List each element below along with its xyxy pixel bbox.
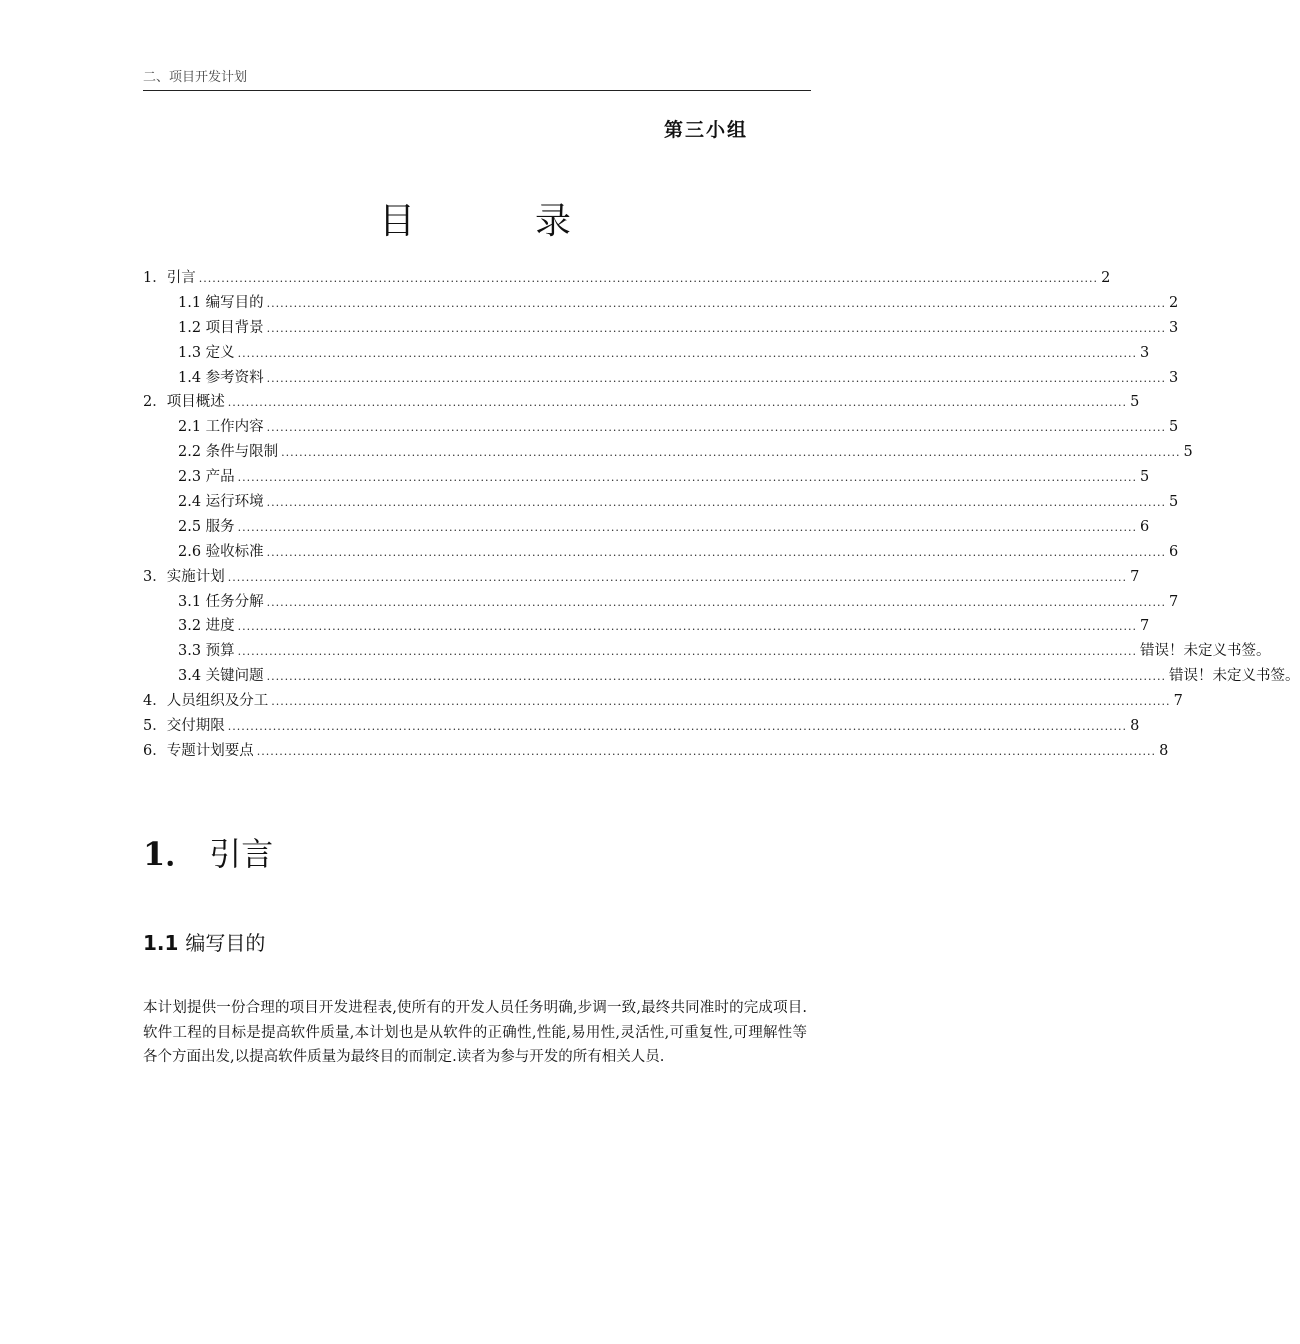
toc-entry[interactable]	[143, 390, 1140, 415]
toc-entry-page: 8	[1130, 718, 1140, 735]
toc-entry-label: 2.3 产品	[178, 469, 235, 486]
subsection-number: 1.1	[143, 931, 179, 955]
toc-entry[interactable]	[143, 366, 1179, 391]
section-title: 引言	[209, 835, 274, 873]
toc-entry[interactable]	[143, 614, 1150, 639]
toc-leader-dots: ........................................................................................................................................................................................................	[266, 421, 1166, 435]
toc-leader-dots: ........................................................................................................................................................................................................	[227, 720, 1128, 734]
toc-leader-dots: ........................................................................................................................................................................................................	[198, 272, 1099, 285]
toc-entry-label: 3．实施计划	[143, 568, 225, 585]
toc-entry-label: 5．交付期限	[143, 718, 225, 735]
header-text: 二、项目开发计划	[143, 70, 248, 85]
toc-entry[interactable]	[143, 266, 1111, 291]
toc-entry-label: 2.6 验收标准	[178, 543, 264, 560]
page-header	[143, 70, 811, 91]
subsection-title: 编写目的	[185, 931, 266, 955]
toc-title-char: 录	[535, 201, 572, 242]
body-paragraph: 本计划提供一份合理的项目开发进程表,使所有的开发人员任务明确,步调一致,最终共同准时的完成项目.软件工程的目标是提高软件质量,本计划也是从软件的正确性,性能,易用性,灵活性,可重复性,可理解性等各个方面出发,以提高软件质量为最终目的而制定.读者为参与开发的所有相关人员.	[143, 1000, 807, 1065]
toc-leader-dots: ........................................................................................................................................................................................................	[256, 744, 1157, 758]
toc-entry-page: 7	[1169, 593, 1179, 610]
toc-entry-page: 3	[1169, 369, 1179, 386]
toc-leader-dots: ........................................................................................................................................................................................................	[266, 595, 1166, 609]
toc-leader-dots: ........................................................................................................................................................................................................	[266, 670, 1166, 684]
toc-entry-page: 3	[1169, 319, 1179, 336]
toc-entry-page: 6	[1169, 543, 1179, 560]
toc-leader-dots: ........................................................................................................................................................................................................	[237, 471, 1137, 485]
toc-entry-page: 7	[1173, 693, 1183, 710]
toc-entry-label: 1．引言	[143, 270, 196, 286]
toc-leader-dots: ........................................................................................................................................................................................................	[266, 321, 1166, 335]
toc-entry-page: 7	[1130, 568, 1140, 585]
toc-entry-page: 5	[1183, 444, 1193, 461]
toc-entry-page: 7	[1140, 618, 1150, 635]
toc-entry-page: 5	[1169, 419, 1179, 436]
toc-entry[interactable]	[143, 465, 1150, 490]
toc-entry-page: 5	[1140, 469, 1150, 486]
toc-entry-label: 1.1 编写目的	[178, 294, 264, 311]
toc-leader-dots: ........................................................................................................................................................................................................	[227, 396, 1128, 410]
toc-leader-dots: ........................................................................................................................................................................................................	[237, 346, 1137, 360]
toc-entry[interactable]	[143, 490, 1179, 515]
toc-entry-label: 2.1 工作内容	[178, 419, 264, 436]
toc-entry-page: 2	[1101, 270, 1111, 286]
toc-leader-dots: ........................................................................................................................................................................................................	[227, 570, 1128, 584]
toc-entry-page: 错误！未定义书签。	[1169, 668, 1300, 685]
toc-entry[interactable]	[143, 689, 1183, 714]
toc-leader-dots: ........................................................................................................................................................................................................	[237, 520, 1137, 534]
table-of-contents	[143, 266, 1300, 764]
toc-entry[interactable]	[143, 415, 1179, 440]
toc-entry-label: 3.2 进度	[178, 618, 235, 635]
toc-entry-label: 2.2 条件与限制	[178, 444, 279, 461]
toc-entry[interactable]	[143, 739, 1169, 764]
toc-leader-dots: ........................................................................................................................................................................................................	[266, 296, 1166, 310]
toc-entry-label: 2．项目概述	[143, 394, 225, 411]
toc-entry[interactable]	[143, 590, 1179, 615]
toc-entry-page: 错误！未定义书签。	[1140, 643, 1271, 660]
subsection-heading	[143, 927, 265, 959]
toc-title	[0, 198, 950, 246]
toc-entry-label: 4．人员组织及分工	[143, 693, 269, 710]
toc-entry-page: 8	[1159, 742, 1169, 759]
toc-entry-label: 3.4 关键问题	[178, 668, 264, 685]
toc-leader-dots: ........................................................................................................................................................................................................	[271, 695, 1171, 709]
toc-leader-dots: ........................................................................................................................................................................................................	[281, 446, 1181, 460]
toc-entry-page: 2	[1169, 294, 1179, 311]
toc-entry-page: 5	[1169, 494, 1179, 511]
section-number: 1．	[143, 835, 198, 873]
toc-entry-label: 1.2 项目背景	[178, 319, 264, 336]
toc-entry-page: 6	[1140, 518, 1150, 535]
toc-leader-dots: ........................................................................................................................................................................................................	[266, 371, 1166, 385]
toc-leader-dots: ........................................................................................................................................................................................................	[237, 620, 1137, 634]
toc-entry[interactable]	[143, 714, 1140, 739]
toc-leader-dots: ........................................................................................................................................................................................................	[266, 496, 1166, 510]
toc-entry-label: 2.4 运行环境	[178, 494, 264, 511]
section-heading	[143, 830, 273, 878]
toc-entry-page: 3	[1140, 344, 1150, 361]
toc-entry[interactable]	[143, 639, 1271, 664]
toc-entry[interactable]	[143, 565, 1140, 590]
toc-entry-label: 1.3 定义	[178, 344, 235, 361]
toc-entry[interactable]	[143, 440, 1193, 465]
group-name: 第三小组	[663, 119, 748, 141]
toc-entry[interactable]	[143, 316, 1179, 341]
toc-entry-label: 2.5 服务	[178, 518, 235, 535]
toc-entry-label: 3.1 任务分解	[178, 593, 264, 610]
toc-title-char: 目	[378, 201, 415, 242]
toc-leader-dots: ........................................................................................................................................................................................................	[266, 545, 1166, 559]
toc-entry[interactable]	[143, 515, 1150, 540]
toc-leader-dots: ........................................................................................................................................................................................................	[237, 645, 1137, 659]
toc-entry[interactable]	[143, 341, 1150, 366]
toc-entry-label: 1.4 参考资料	[178, 369, 264, 386]
toc-entry[interactable]	[143, 540, 1179, 565]
toc-entry-label: 3.3 预算	[178, 643, 235, 660]
toc-entry-label: 6．专题计划要点	[143, 742, 254, 759]
toc-entry[interactable]	[143, 291, 1179, 316]
toc-entry[interactable]	[143, 664, 1300, 689]
toc-entry-page: 5	[1130, 394, 1140, 411]
